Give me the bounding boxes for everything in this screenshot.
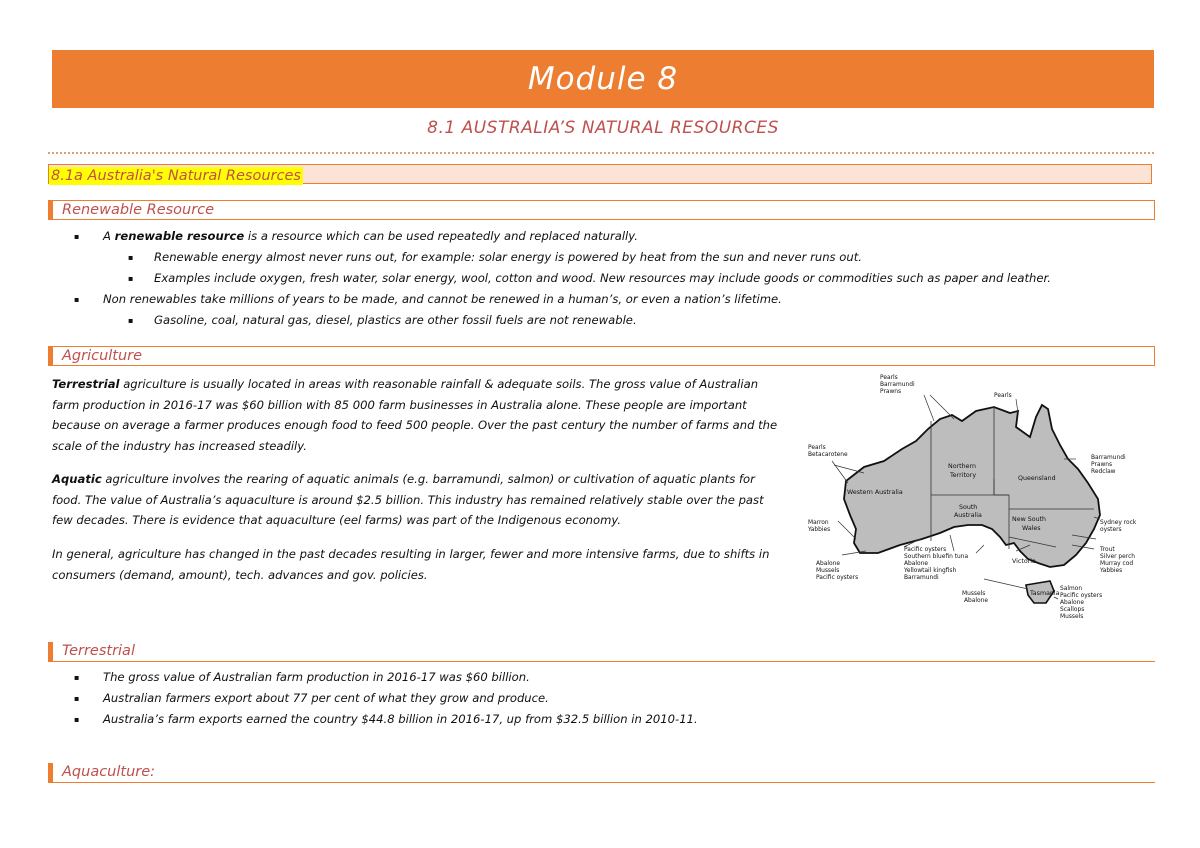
- callout-oysters: oysters: [1100, 527, 1122, 533]
- callout-pacific-oysters-sa: Pacific oysters: [904, 547, 947, 553]
- page-subtitle: 8.1 AUSTRALIA’S NATURAL RESOURCES: [427, 118, 779, 138]
- section-heading: 8.1a Australia's Natural Resources: [51, 168, 301, 184]
- label-wales: Wales: [1022, 525, 1041, 532]
- callout-abalone-tas: Abalone: [1060, 600, 1084, 606]
- bullet-icon: ▪: [74, 694, 80, 703]
- bullet-icon: ▪: [74, 715, 80, 724]
- callout-pearls-w: Pearls: [808, 445, 826, 451]
- list-item-text: The gross value of Australian farm production in 2016-17 was $60 billion.: [103, 670, 530, 684]
- term-terrestrial: Terrestrial: [52, 377, 120, 391]
- bullet-icon: ▪: [74, 673, 80, 682]
- callout-pacific-oysters-s: Pacific oysters: [816, 575, 859, 581]
- text: is a resource which can be used repeatedly and replaced naturally.: [244, 229, 638, 243]
- list-item-text: Australian farmers export about 77 per cent of what they grow and produce.: [103, 691, 549, 705]
- heading-agriculture: Agriculture: [48, 346, 1155, 366]
- callout-southern-bluefin-tuna: Southern bluefin tuna: [904, 554, 969, 560]
- text: agriculture involves the rearing of aquatic animals (e.g. barramundi, salmon) or cultivation of aquatic plants for food. The value of Australia’s aquaculture is around $2.5 billion. This industry has remained relatively stable over the past few decades. There is evidence that aquaculture (eel farms) was part of the Indigenous economy.: [52, 472, 764, 527]
- section-heading-box: [48, 164, 1152, 184]
- callout-silver-perch: Silver perch: [1100, 554, 1136, 560]
- list-item-text: Australia’s farm exports earned the country $44.8 billion in 2016-17, up from $32.5 billion in 2010-11.: [103, 712, 698, 726]
- label-queensland: Queensland: [1018, 475, 1056, 482]
- callout-yellowtail-kingfish: Yellowtail kingfish: [904, 568, 957, 574]
- callout-marron: Marron: [808, 520, 829, 526]
- callout-yabbies-e: Yabbies: [1100, 568, 1123, 574]
- term-aquatic: Aquatic: [52, 472, 102, 486]
- label-victoria: Victoria: [1012, 558, 1036, 565]
- label-territory: Territory: [950, 472, 977, 479]
- module-title-banner: [52, 50, 1154, 108]
- callout-mussels-tas: Mussels: [1060, 614, 1084, 620]
- module-title: Module 8: [527, 61, 679, 97]
- list-item-text: Examples include oxygen, fresh water, solar energy, wool, cotton and wood. New resources may include goods or commodities such as paper and leather.: [154, 271, 1051, 285]
- heading-terrestrial: Terrestrial: [48, 642, 1155, 662]
- paragraph-terrestrial: [52, 374, 782, 456]
- text: agriculture is usually located in areas with reasonable rainfall & adequate soils. The gross value of Australian farm production in 2016-17 was $60 billion with 85 000 farm businesses in Australia alone. These people are important because on average a farmer produces enough food to feed 500 people. Over the past century the number of farms and the scale of the industry has increased steadily.: [52, 377, 778, 453]
- bullet-icon: ▪: [74, 232, 80, 241]
- bullet-icon: ▪: [128, 253, 134, 262]
- callout-mussels-vic: Mussels: [962, 591, 986, 597]
- australia-aquaculture-map: [804, 369, 1154, 625]
- callout-prawns: Prawns: [880, 389, 902, 395]
- callout-pearls: Pearls: [880, 375, 898, 381]
- callout-pacific-oysters-tas: Pacific oysters: [1060, 593, 1103, 599]
- mainland-shape: [844, 405, 1100, 567]
- label-new-south: New South: [1012, 516, 1047, 523]
- term-renewable-resource: renewable resource: [114, 229, 245, 243]
- heading-aquaculture: Aquaculture:: [48, 763, 1155, 783]
- callout-abalone-s: Abalone: [816, 561, 840, 567]
- bullet-icon: ▪: [74, 295, 80, 304]
- callout-redclaw: Redclaw: [1091, 469, 1116, 475]
- callout-scallops: Scallops: [1060, 607, 1085, 613]
- bullet-icon: ▪: [128, 316, 134, 325]
- callout-betacarotene: Betacarotene: [808, 452, 848, 458]
- text: A: [103, 229, 115, 243]
- callout-abalone-sa: Abalone: [904, 561, 928, 567]
- paragraph-aquatic: [52, 469, 782, 531]
- callout-mussels-s: Mussels: [816, 568, 840, 574]
- callout-abalone-vic: Abalone: [964, 598, 988, 604]
- callout-pearls-ne: Pearls: [994, 393, 1012, 399]
- callout-barramundi-sa: Barramundi: [904, 575, 939, 581]
- callout-sydney-rock: Sydney rock: [1100, 520, 1137, 526]
- list-item-text: Gasoline, coal, natural gas, diesel, plastics are other fossil fuels are not renewable.: [154, 313, 637, 327]
- paragraph-general: In general, agriculture has changed in the past decades resulting in larger, fewer and more intensive farms, due to shifts in consumers (demand, amount), tech. advances and gov. policies.: [52, 547, 770, 582]
- list-item-text: Renewable energy almost never runs out, for example: solar energy is powered by heat from the sun and never runs out.: [154, 250, 862, 264]
- callout-trout: Trout: [1100, 547, 1115, 553]
- label-australia: Australia: [954, 512, 982, 519]
- label-south: South: [959, 504, 978, 511]
- callout-salmon: Salmon: [1060, 586, 1083, 592]
- callout-prawns-e: Prawns: [1091, 462, 1113, 468]
- callout-barramundi: Barramundi: [880, 382, 915, 388]
- list-item-text: Non renewables take millions of years to be made, and cannot be renewed in a human’s, or even a nation’s lifetime.: [103, 292, 782, 306]
- bullet-icon: ▪: [128, 274, 134, 283]
- label-northern: Northern: [948, 463, 976, 470]
- label-western-australia: Western Australia: [847, 489, 903, 496]
- heading-renewable-resource: Renewable Resource: [48, 200, 1155, 220]
- label-tasmania: Tasmania: [1030, 590, 1060, 597]
- callout-murray-cod: Murray cod: [1100, 561, 1134, 567]
- callout-yabbies-sw: Yabbies: [808, 527, 831, 533]
- dotted-divider: [48, 152, 1154, 154]
- callout-barramundi-e: Barramundi: [1091, 455, 1126, 461]
